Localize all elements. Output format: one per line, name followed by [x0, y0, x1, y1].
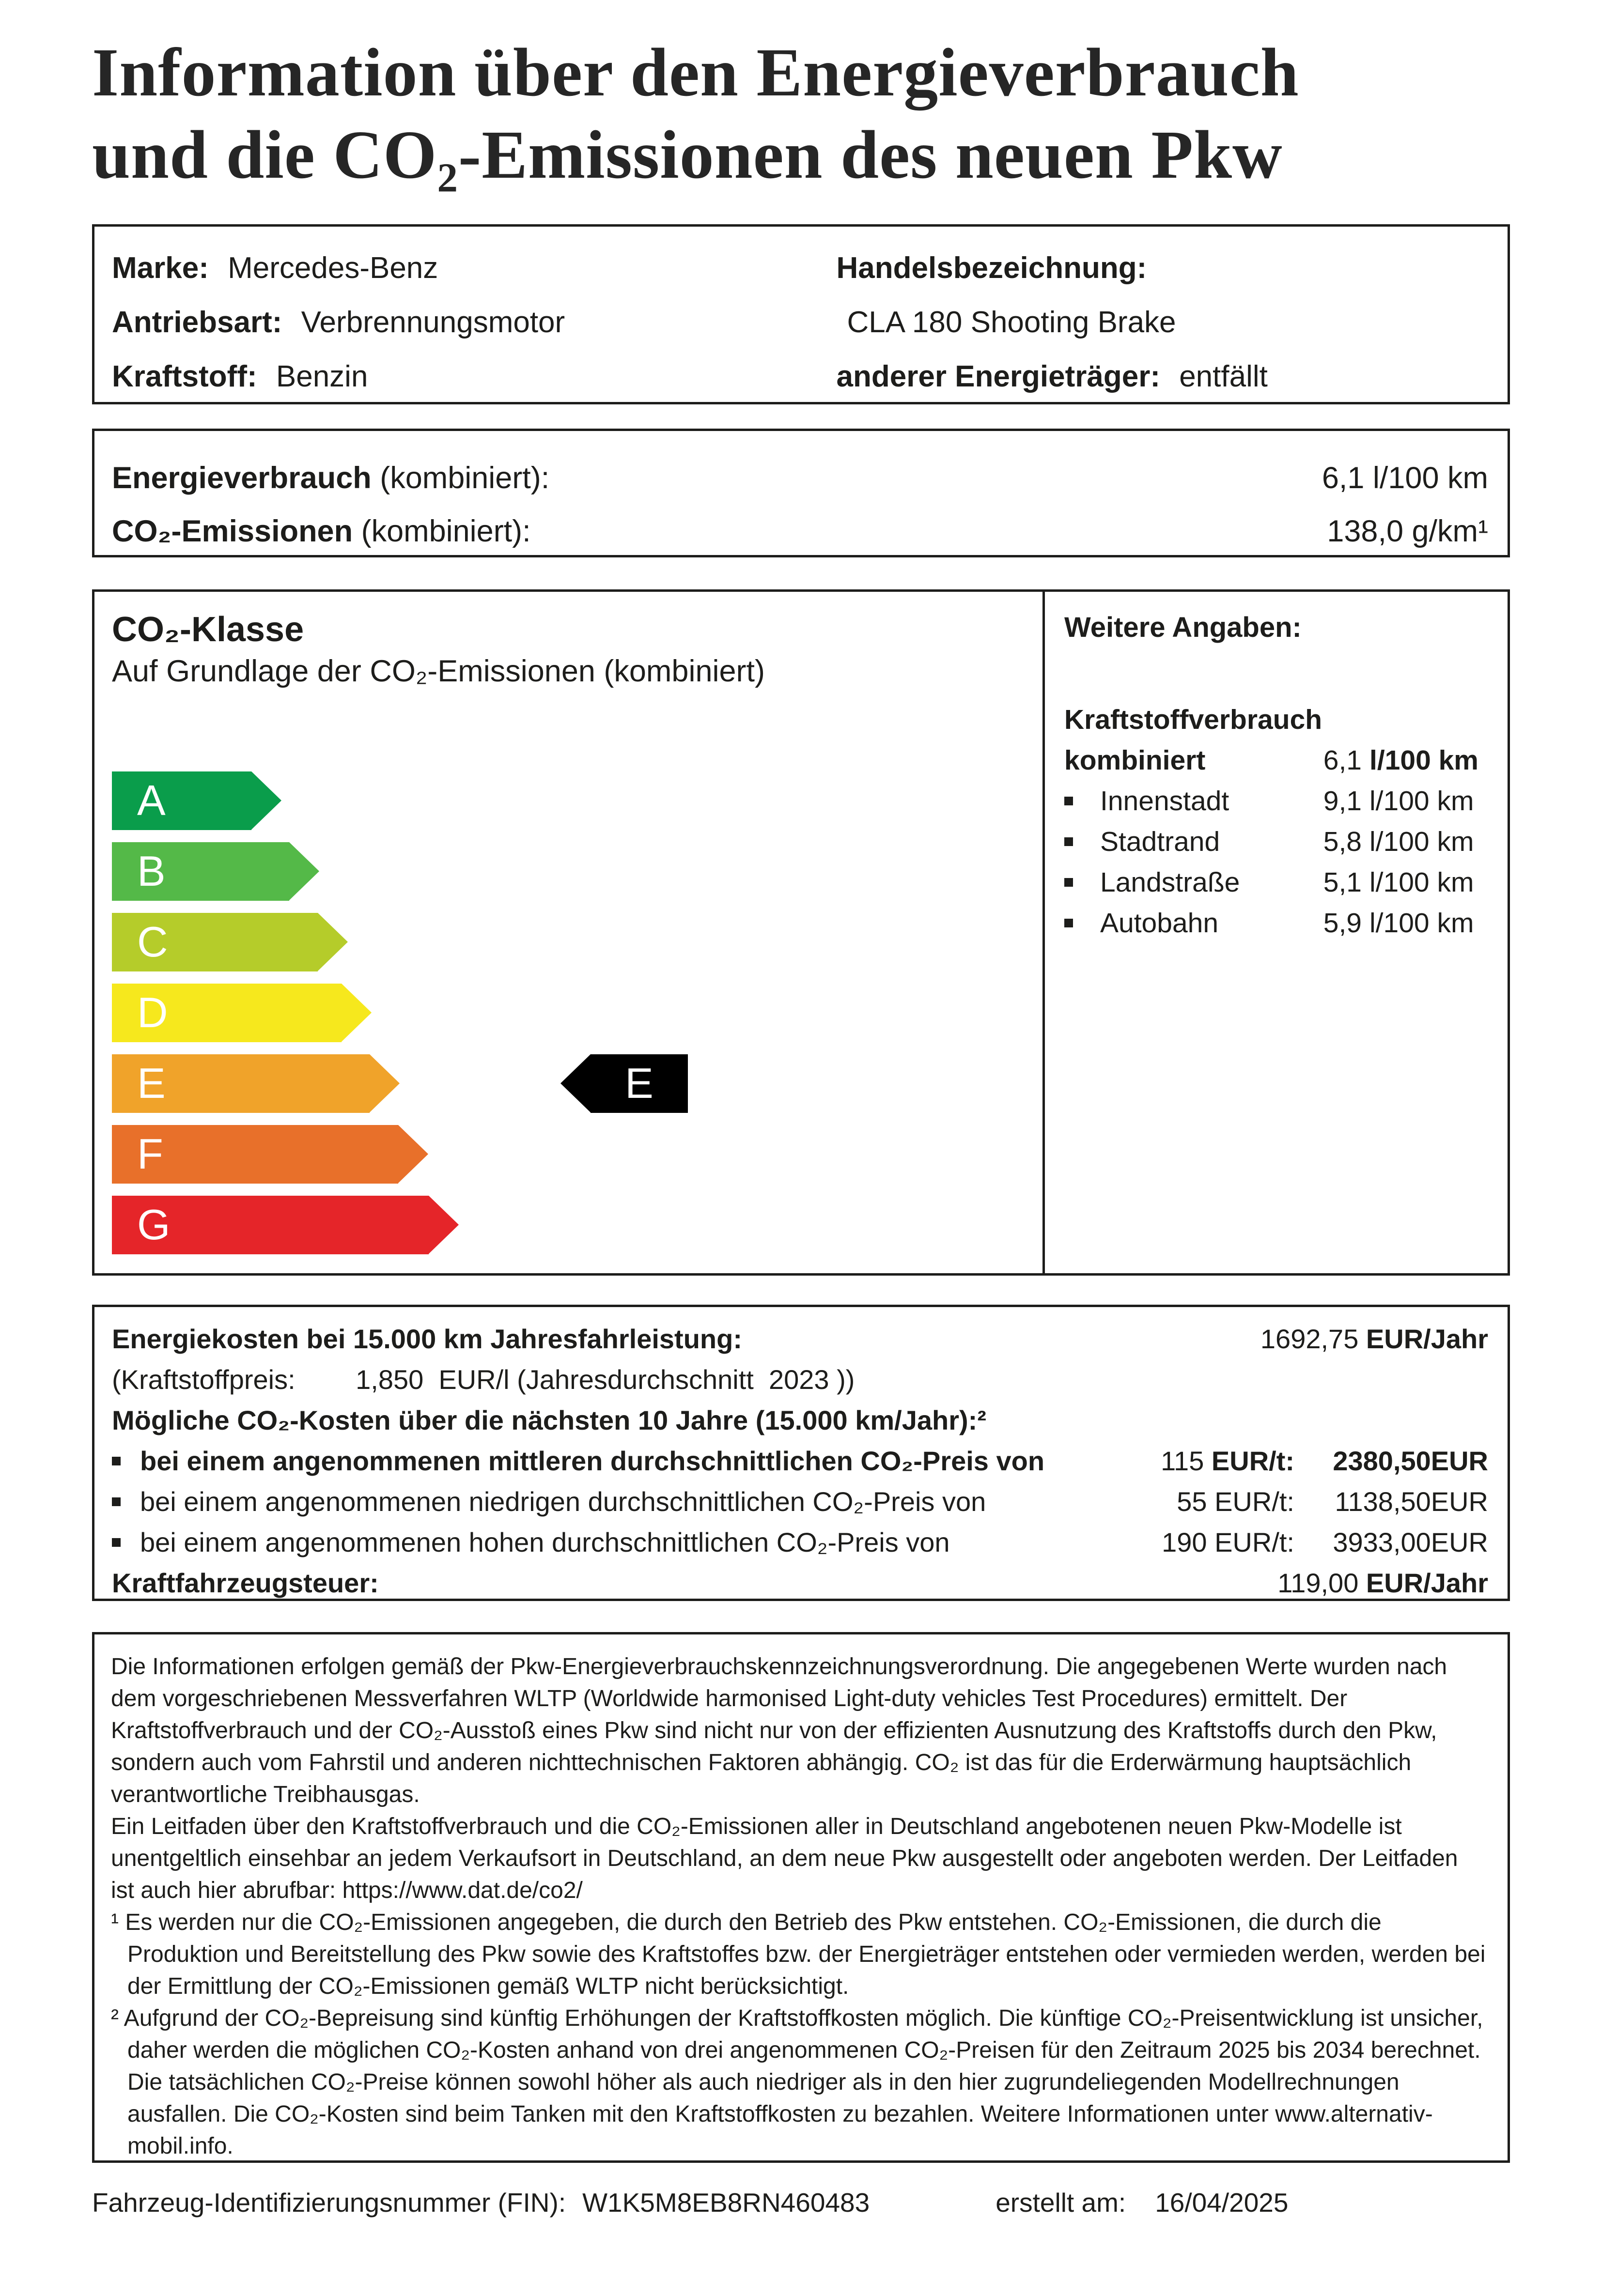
class-arrow-c — [112, 913, 318, 971]
erstellt-am-value: 16/04/2025 — [1155, 2187, 1289, 2218]
hinweis-absatz-1: Die Informationen erfolgen gemäß der Pkw-Energieverbrauchskennzeichnungsverordnung. Die angegebenen Werte wurden nach dem vorgeschriebenen Messverfahren WLTP (Worldwide harmonised Light-duty vehicles Test Procedures) ermittelt. Der Kraftstoffverbrauch und der CO₂-Ausstoß eines Pkw sind nicht nur von der effizienten Ausnutzung des Kraftstoffs durch den Pkw, sondern auch vom Fahrstil und anderen nichttechnischen Faktoren abhängig. CO₂ ist das für die Erderwärmung hauptsächlich verantwortliche Treibhausgas. — [111, 1653, 1447, 1807]
bullet-square-icon — [112, 1538, 121, 1547]
verbrauch-row-innenstadt — [1064, 781, 1488, 821]
class-arrow-d — [112, 984, 342, 1042]
co2-klasse-scale-panel — [94, 592, 1042, 1273]
bullet-square-icon — [112, 1457, 121, 1465]
vehicle-info-left-column — [112, 241, 810, 404]
class-arrow-d-letter: D — [137, 988, 168, 1037]
co2-kosten-mittel-betrag-num: 2380,50 — [1333, 1445, 1431, 1476]
energieverbrauch-label — [112, 451, 549, 505]
co2-kosten-row-mittel — [112, 1441, 1488, 1481]
vehicle-info-box — [92, 224, 1510, 404]
vehicle-info-right-column — [810, 241, 1508, 404]
energieverbrauch-value: 6,1 l/100 km — [1322, 461, 1488, 495]
co2-klasse-box — [92, 589, 1510, 1276]
fin-label: Fahrzeug-Identifizierungsnummer (FIN): — [92, 2187, 566, 2218]
class-arrow-g-letter: G — [137, 1201, 171, 1249]
marke-label: Marke: — [112, 251, 209, 285]
antriebsart-label: Antriebsart: — [112, 305, 282, 339]
energieverbrauch-row — [112, 451, 1488, 505]
energiekosten-box — [92, 1305, 1510, 1601]
leitfaden-link[interactable]: https://www.dat.de/co2/ — [342, 1877, 583, 1903]
co2-kosten-mittel-betrag — [1294, 1441, 1488, 1481]
combined-values-box — [92, 429, 1510, 557]
co2-kosten-hoch-preis — [1135, 1522, 1294, 1563]
document-footer — [92, 2187, 1510, 2218]
co2-kosten-niedrig-betrag — [1294, 1481, 1488, 1522]
verbrauch-innenstadt-unit: l/100 km — [1369, 785, 1474, 817]
antriebsart-value: Verbrennungsmotor — [301, 305, 565, 339]
co2-kosten-row-hoch — [112, 1522, 1488, 1563]
marke-value: Mercedes-Benz — [228, 251, 438, 285]
class-arrow-a-letter: A — [137, 776, 166, 825]
alternativ-mobil-link[interactable]: www.alternativ-mobil.info. — [127, 2101, 1433, 2159]
verbrauch-landstrasse-unit: l/100 km — [1369, 866, 1474, 898]
hinweise-box — [92, 1632, 1510, 2163]
class-arrow-c-letter: C — [137, 918, 168, 966]
class-arrow-e-letter: E — [137, 1059, 166, 1108]
co2-kosten-niedrig-preis-unit: EUR/t: — [1214, 1486, 1294, 1517]
fussnote-1: ¹ Es werden nur die CO₂-Emissionen angegeben, die durch den Betrieb des Pkw entstehen. CO₂-Emissionen, die durch die Produktion und Bereitstellung des Pkw sowie des Kraftstoffes bzw. der Energieträger entstehen oder vermieden werden, werden bei der Ermittlung der CO₂-Emissionen gemäß WLTP nicht berücksichtigt. — [111, 1909, 1486, 1999]
bullet-square-icon — [1064, 797, 1073, 805]
co2-kosten-hoch-betrag — [1294, 1522, 1488, 1563]
kraftfahrzeugsteuer-row — [112, 1563, 1488, 1603]
verbrauch-autobahn-unit: l/100 km — [1369, 907, 1474, 939]
co2-kosten-niedrig-betrag-num: 1138,50 — [1335, 1486, 1431, 1517]
energiekosten-label: Energiekosten bei 15.000 km Jahresfahrleistung: — [112, 1323, 742, 1354]
verbrauch-autobahn-label: Autobahn — [1100, 907, 1219, 939]
bullet-square-icon — [1064, 919, 1073, 927]
class-arrow-g — [112, 1196, 429, 1254]
anderer-energietraeger-value: entfällt — [1179, 359, 1268, 393]
verbrauch-row-stadtrand — [1064, 821, 1488, 862]
verbrauch-kombiniert-value: 6,1 — [1323, 744, 1362, 776]
kraftfahrzeugsteuer-unit-text: EUR/Jahr — [1366, 1567, 1488, 1598]
bullet-square-icon — [1064, 837, 1073, 846]
handelsbezeichnung-value: CLA 180 Shooting Brake — [847, 305, 1176, 339]
verbrauch-innenstadt-labelwrap — [1064, 781, 1304, 821]
energiekosten-value: 1692,75 — [1260, 1323, 1359, 1354]
fin-value: W1K5M8EB8RN460483 — [582, 2187, 870, 2218]
verbrauch-landstrasse-labelwrap — [1064, 862, 1304, 903]
kraftstoffverbrauch-heading: Kraftstoffverbrauch — [1064, 704, 1322, 735]
weitere-angaben-heading: Weitere Angaben: — [1064, 611, 1302, 643]
co2-kosten-niedrig-preis-num: 55 — [1177, 1486, 1207, 1517]
class-arrow-f — [112, 1125, 398, 1184]
energieverbrauch-label-suffix: (kombiniert): — [371, 461, 550, 495]
bullet-square-icon — [112, 1497, 121, 1506]
marke-row — [112, 241, 810, 295]
hinweis-absatz-2 — [111, 1811, 1486, 1907]
co2-kosten-mittel-preis-unit: EUR/t: — [1211, 1445, 1294, 1476]
verbrauch-autobahn-labelwrap — [1064, 903, 1304, 943]
antriebsart-row — [112, 295, 810, 350]
fussnote-2 — [111, 2003, 1486, 2162]
class-arrow-b — [112, 842, 289, 901]
anderer-energietraeger-label: anderer Energieträger: — [836, 359, 1160, 393]
kraftstoff-row — [112, 350, 810, 404]
energiekosten-row — [112, 1319, 1488, 1359]
co2-kosten-mittel-label: bei einem angenommenen mittleren durchschnittlichen CO₂-Preis von — [140, 1445, 1045, 1476]
co2-klasse-subheading: Auf Grundlage der CO₂-Emissionen (kombiniert) — [112, 654, 765, 688]
erstellt-am-label: erstellt am: — [995, 2187, 1126, 2218]
verbrauch-landstrasse-value: 5,1 — [1323, 866, 1362, 898]
co2-kosten-hoch-betrag-unit: EUR — [1431, 1526, 1488, 1557]
co2-kosten-hoch-preis-num: 190 — [1162, 1526, 1207, 1557]
handelsbezeichnung-label: Handelsbezeichnung: — [836, 251, 1147, 285]
co2-kosten-niedrig-label: bei einem angenommenen niedrigen durchschnittlichen CO₂-Preis von — [140, 1486, 986, 1517]
co2-kosten-niedrig-betrag-unit: EUR — [1431, 1486, 1488, 1517]
co2-kosten-hoch-label: bei einem angenommenen hohen durchschnittlichen CO₂-Preis von — [140, 1526, 950, 1557]
verbrauch-innenstadt-value: 9,1 — [1323, 785, 1362, 817]
co2-kosten-row-niedrig — [112, 1481, 1488, 1522]
hinweis-absatz-2-text: Ein Leitfaden über den Kraftstoffverbrauch und die CO₂-Emissionen aller in Deutschland angebotenen neuen Pkw-Modelle ist unentgeltlich einsehbar an jedem Verkaufsort in Deutschland, an dem neue Pkw ausgestellt oder angeboten werden. Der Leitfaden ist auch hier abrufbar: — [111, 1813, 1458, 1903]
vehicle-class-marker — [591, 1054, 688, 1113]
weitere-angaben-panel — [1042, 592, 1508, 1273]
co2-kosten-niedrig-preis — [1135, 1481, 1294, 1522]
class-arrow-f-letter: F — [137, 1130, 163, 1178]
verbrauch-landstrasse-label: Landstraße — [1100, 866, 1240, 898]
energiekosten-unit-text: EUR/Jahr — [1366, 1323, 1488, 1354]
kraftstoff-label: Kraftstoff: — [112, 359, 257, 393]
class-arrow-e — [112, 1054, 370, 1113]
verbrauch-stadtrand-labelwrap — [1064, 821, 1304, 862]
energieverbrauch-label-bold: Energieverbrauch — [112, 461, 372, 495]
class-arrow-b-letter: B — [137, 847, 166, 895]
page-title-line1: Information über den Energieverbrauch — [92, 34, 1299, 110]
verbrauch-row-kombiniert — [1064, 740, 1488, 781]
energiekosten-unit — [1358, 1319, 1488, 1359]
vehicle-class-marker-letter: E — [625, 1059, 653, 1108]
bullet-square-icon — [1064, 878, 1073, 887]
kraftstoffpreis-line: (Kraftstoffpreis: 1,850 EUR/l (Jahresdurchschnitt 2023 )) — [112, 1364, 855, 1395]
verbrauch-kombiniert-label: kombiniert — [1064, 744, 1206, 776]
class-arrow-a — [112, 771, 251, 830]
kraftstoff-value: Benzin — [276, 359, 368, 393]
verbrauch-row-landstrasse — [1064, 862, 1488, 903]
page-title-line2: und die CO₂-Emissionen des neuen Pkw — [92, 116, 1283, 193]
co2-emissionen-label-suffix: (kombiniert): — [353, 514, 531, 548]
co2-emissionen-label-bold: CO₂-Emissionen — [112, 514, 353, 548]
anderer-energietraeger-row — [837, 350, 1508, 404]
co2-klasse-scale — [112, 771, 1042, 1254]
co2-kosten-hoch-preis-unit: EUR/t: — [1214, 1526, 1294, 1557]
verbrauch-stadtrand-unit: l/100 km — [1369, 826, 1474, 857]
kraftfahrzeugsteuer-unit — [1358, 1563, 1488, 1603]
verbrauch-innenstadt-label: Innenstadt — [1100, 785, 1229, 817]
kraftfahrzeugsteuer-value: 119,00 — [1277, 1567, 1359, 1598]
verbrauch-kombiniert-unit: l/100 km — [1369, 744, 1478, 776]
verbrauch-stadtrand-value: 5,8 — [1323, 826, 1362, 857]
co2-kosten-hoch-betrag-num: 3933,00 — [1333, 1526, 1431, 1557]
co2-kosten-heading: Mögliche CO₂-Kosten über die nächsten 10 Jahre (15.000 km/Jahr):² — [112, 1404, 986, 1435]
co2-kosten-mittel-preis-num: 115 — [1161, 1445, 1204, 1476]
co2-emissionen-label — [112, 505, 531, 558]
verbrauch-row-autobahn — [1064, 903, 1488, 943]
verbrauch-autobahn-value: 5,9 — [1323, 907, 1362, 939]
co2-emissionen-value: 138,0 g/km¹ — [1327, 514, 1488, 548]
page-title — [92, 31, 1510, 196]
fussnote-2-text: ² Aufgrund der CO₂-Bepreisung sind künftig Erhöhungen der Kraftstoffkosten möglich. Die künftige CO₂-Preisentwicklung ist unsicher, daher werden die möglichen CO₂-Kosten anhand von drei angenommenen CO₂-Preisen für den Zeitraum 2025 bis 2034 berechnet. Die tatsächlichen CO₂-Preise können sowohl höher als auch niedriger als in den hier zugrundeliegenden Modellrechnungen ausfallen. Die CO₂-Kosten sind beim Tanken mit den Kraftstoffkosten zu bezahlen. Weitere Informationen unter — [111, 2005, 1483, 2127]
co2-kosten-mittel-preis — [1135, 1441, 1294, 1481]
verbrauch-stadtrand-label: Stadtrand — [1100, 826, 1220, 857]
co2-klasse-heading: CO₂-Klasse — [112, 610, 304, 649]
co2-kosten-mittel-betrag-unit: EUR — [1431, 1445, 1488, 1476]
co2-emissionen-row — [112, 505, 1488, 558]
kraftfahrzeugsteuer-label: Kraftfahrzeugsteuer: — [112, 1567, 379, 1598]
